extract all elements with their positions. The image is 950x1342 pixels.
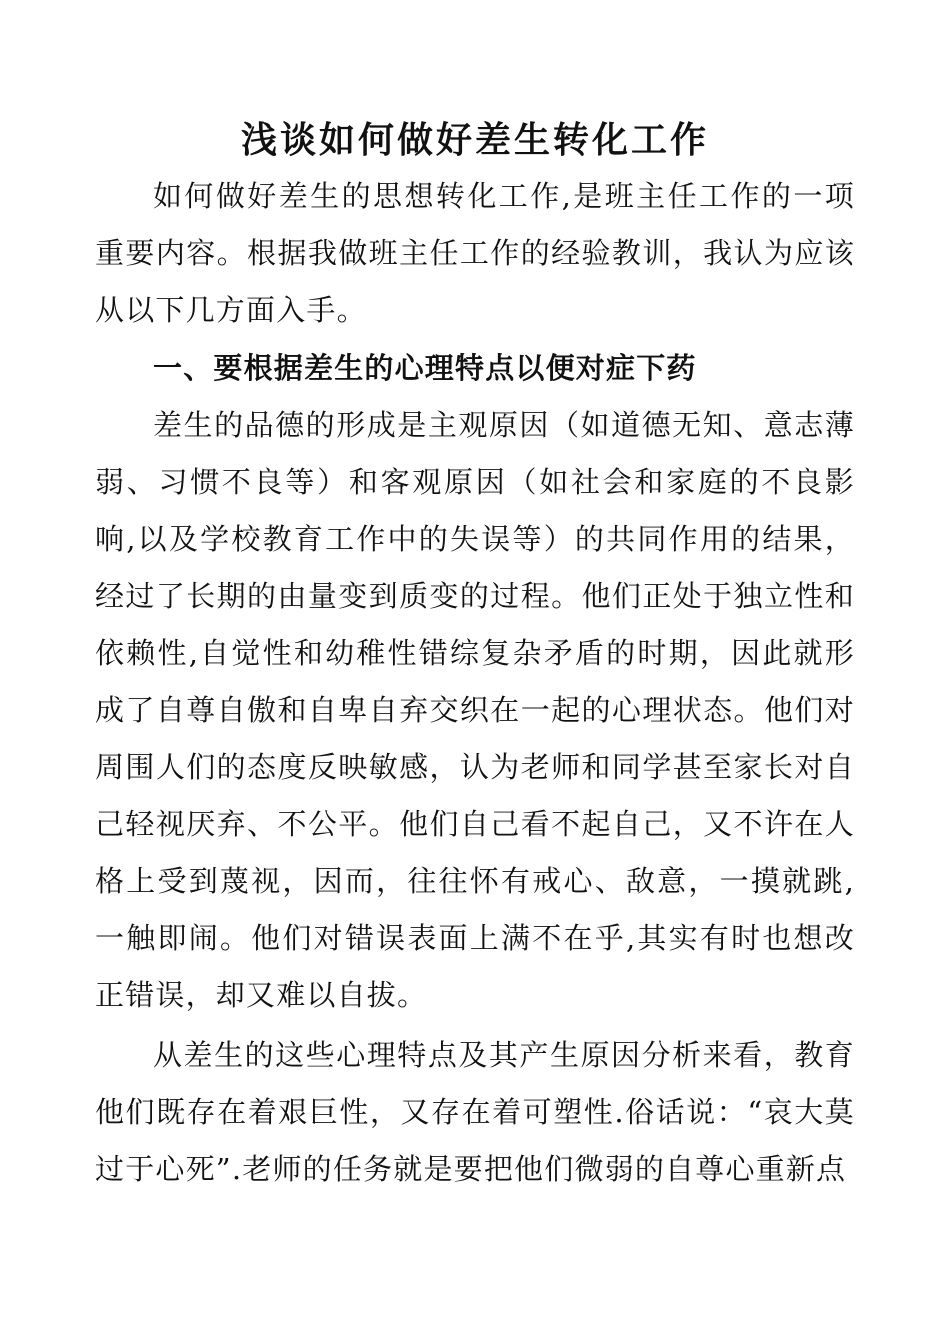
section-heading: 一、要根据差生的心理特点以便对症下药 (153, 351, 697, 385)
document-title: 浅谈如何做好差生转化工作 (240, 119, 709, 161)
body-paragraph: 差生的品德的形成是主观原因（如道德无知、意志薄弱、习惯不良等）和客观原因（如社会和家庭的不良影响,以及学校教育工作中的失误等）的共同作用的结果，经过了长期的由量变到质变的过程。他们正处于独立性和依赖性,自觉性和幼稚性错综复杂矛盾的时期，因此就形成了自尊自傲和自卑自弃交织在一起的心理状态。他们对周围人们的态度反映敏感，认为老师和同学甚至家长对自己轻视厌弃、不公平。他们自己看不起自己，又不许在人格上受到蔑视，因而，往往怀有戒心、敌意，一摸就跳,一触即闹。他们对错误表面上满不在乎,其实有时也想改正错误，却又难以自拔。 (95, 408, 855, 1012)
intro-paragraph: 如何做好差生的思想转化工作,是班主任工作的一项重要内容。根据我做班主任工作的经验教训，我认为应该从以下几方面入手。 (95, 179, 855, 327)
body-paragraph: 从差生的这些心理特点及其产生原因分析来看，教育他们既存在着艰巨性，又存在着可塑性.俗话说：“哀大莫过于心死”.老师的任务就是要把他们微弱的自尊心重新点 (95, 1038, 855, 1186)
